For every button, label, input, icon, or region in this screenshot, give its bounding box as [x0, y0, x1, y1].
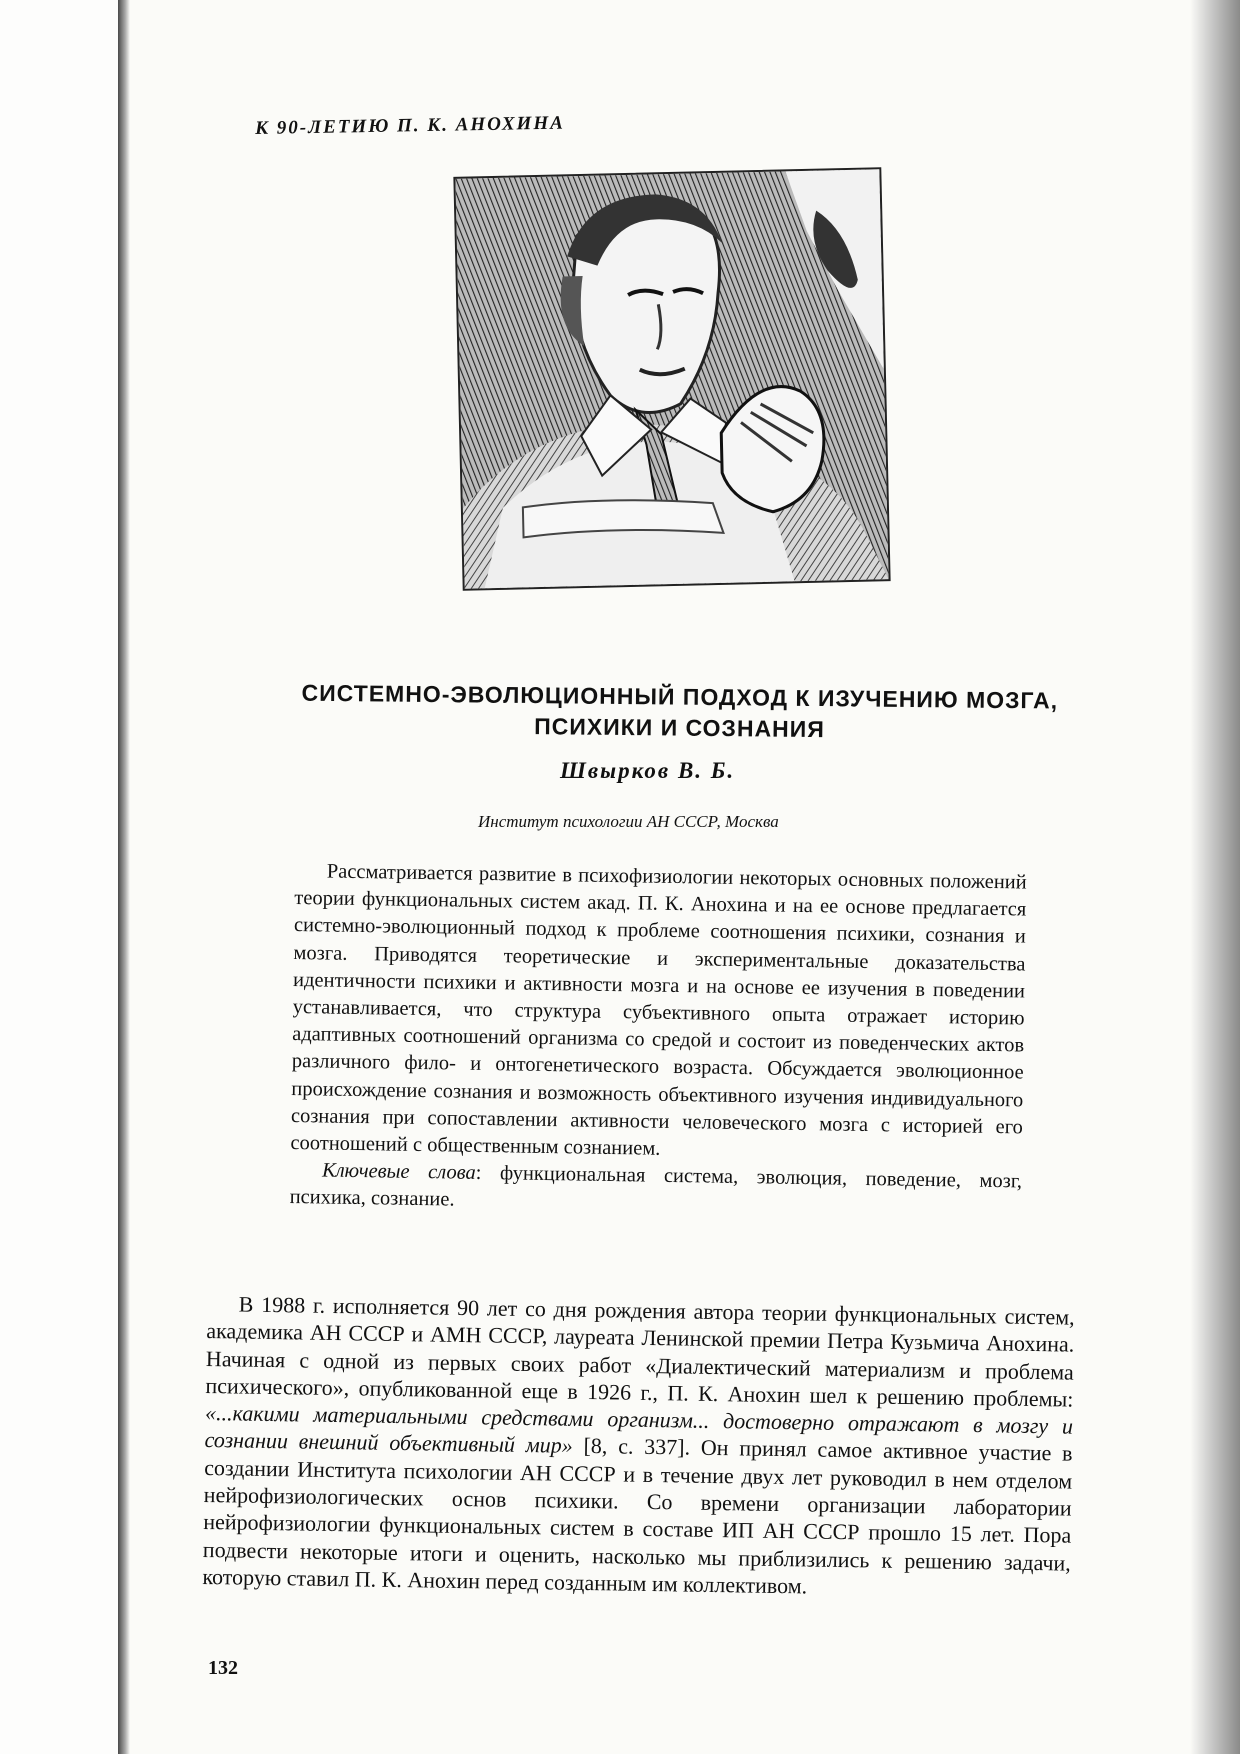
scan-margin-left: [0, 0, 118, 1754]
portrait-photo-icon: [453, 167, 890, 591]
article-title: [239, 677, 1120, 748]
abstract: [289, 858, 1026, 1223]
author-affiliation: Институт психологии АН СССР, Москва: [478, 812, 779, 831]
page-number: 132: [208, 1657, 238, 1679]
author-name: Швырков В. Б.: [560, 758, 736, 783]
keywords-text: : функциональная система, эволюция, поведение, мозг, психика, сознание.: [289, 1162, 1023, 1211]
article-title-line-2: ПСИХИКИ И СОЗНАНИЯ: [534, 713, 825, 743]
body-quote: «...какими материальными средствами организм... достоверно отражают в мозгу и сознании внешний объективный мир»: [204, 1400, 1074, 1459]
article-title-line-1: СИСТЕМНО-ЭВОЛЮЦИОННЫЙ ПОДХОД К ИЗУЧЕНИЮ МОЗГА,: [301, 679, 1059, 714]
body-paragraph-part-2: [8, с. 337]. Он принял самое активное участие в создании Института психологии АН СССР и в течение двух лет руководил в нем отделом нейрофизиологических основ психики. Со времени организации лаборатории нейрофизиологии функциональных систем в составе ИП АН СССР прошло 15 лет. Пора подвести некоторые итоги и оценить, насколько мы приблизились к решению задачи, которую ставил П. К. Анохин перед созданным им коллективом.: [202, 1433, 1073, 1599]
body-text: [202, 1290, 1075, 1604]
body-paragraph-part-1: В 1988 г. исполняется 90 лет со дня рождения автора теории функциональных систем, академика АН СССР и АМН СССР, лауреата Ленинской премии Петра Кузьмича Анохина. Начиная с одной из первых своих работ «Диалектический материализм и проблема психического», опубликованной еще в 1926 г., П. К. Анохин шел к решению проблемы:: [205, 1291, 1075, 1412]
body-paragraph: [202, 1290, 1075, 1604]
running-head: К 90-ЛЕТИЮ П. К. АНОХИНА: [255, 112, 565, 139]
keywords-label: Ключевые слова: [321, 1159, 476, 1185]
scan-shadow-left: [118, 0, 130, 1754]
scan-shadow-right: [1190, 0, 1240, 1754]
abstract-text: Рассматривается развитие в психофизиологии некоторых основных положений теории функциональных систем акад. П. К. Анохина и на ее основе предлагается системно-эволюционный подход к проблеме соотношения психики, сознания и мозга. Приводятся теоретические и экспериментальные доказательства идентичности психики и активности мозга и на основе ее изучения в поведении устанавливается, что структура субъективного опыта отражает историю адаптивных соотношений организма со средой и состоит из поведенческих актов различного фило- и онтогенетического возраста. Обсуждается эволюционное происхождение сознания и возможность объективного изучения индивидуального сознания при сопоставлении активности человеческого мозга с историей его соотношений с общественным сознанием.: [290, 860, 1027, 1160]
keywords: [289, 1157, 1022, 1223]
